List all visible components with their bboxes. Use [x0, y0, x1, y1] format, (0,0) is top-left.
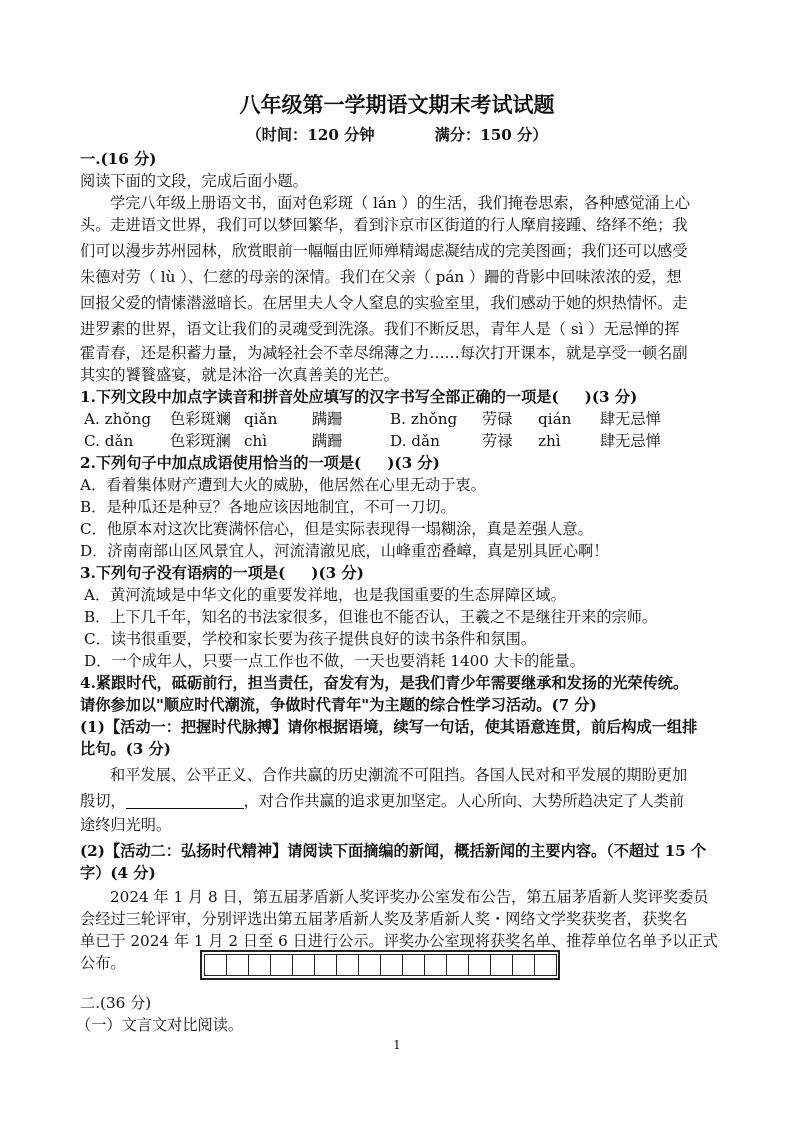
answer-cell[interactable]: [402, 954, 425, 976]
page-number: 1: [393, 1038, 401, 1052]
question-2-option-a: A．看着集体财产遭到大火的威胁，他居然在心里无动于衷。: [80, 476, 486, 494]
exam-subtitle: [0, 124, 794, 146]
option-d-word1: 劳禄: [482, 432, 513, 450]
activity-1-heading: (1)【活动一：把握时代脉搏】请你根据语境，续写一句话，使其语意连贯，前后构成一组排: [80, 718, 698, 736]
passage-line: 朱德对劳（ lù ）、仁慈的母亲的深情。我们在父亲（ pán ）跚的背影中回味浓浓的爱，想: [80, 268, 682, 286]
option-d-pinyin1: D. dǎn: [390, 432, 440, 450]
option-b-pinyin2: qián: [538, 410, 572, 428]
answer-cell[interactable]: [248, 954, 271, 976]
option-b-pinyin1: B. zhǒng: [390, 410, 458, 428]
question-3-option-a: A．黄河流域是中华文化的重要发祥地，也是我国重要的生态屏障区域。: [84, 586, 566, 604]
answer-cell[interactable]: [292, 954, 315, 976]
question-2-stem: 2.下列句子中加点成语使用恰当的一项是( )(3 分): [80, 454, 440, 472]
exam-title: 八年级第一学期语文期末考试试题: [239, 92, 555, 117]
section2-heading: 二.(36 分): [80, 994, 152, 1012]
question-3-option-d: D．一个成年人，只要一点工作也不做，一天也要消耗 1400 大卡的能量。: [84, 652, 585, 670]
option-d-word2: 肆无忌惮: [600, 432, 661, 450]
answer-cell[interactable]: [226, 954, 249, 976]
option-b-word1: 劳碌: [482, 410, 513, 428]
question-3-stem: 3.下列句子没有语病的一项是( )(3 分): [80, 564, 364, 582]
question-2-option-c: C．他原本对这次比赛满怀信心，但是实际表现得一塌糊涂，真是差强人意。: [80, 520, 593, 538]
activity-1-text: 和平发展、公平正义、合作共赢的历史潮流不可阻挡。各国人民对和平发展的期盼更加: [110, 766, 688, 784]
answer-cell[interactable]: [270, 954, 293, 976]
option-d-pinyin2: zhì: [538, 432, 561, 450]
answer-cell[interactable]: [336, 954, 359, 976]
option-c-word1: 色彩斑澜: [170, 432, 231, 450]
question-1-stem: 1.下列文段中加点字读音和拼音处应填写的汉字书写全部正确的一项是( )(3 分): [80, 388, 638, 406]
activity-1-text: 途终归光明。: [80, 816, 172, 834]
question-1-options-cd: [84, 430, 724, 452]
answer-grid[interactable]: [200, 950, 560, 980]
option-b-word2: 肆无忌惮: [600, 410, 661, 428]
section1-heading: 一.(16 分): [80, 150, 157, 168]
passage-line: 头。走进语文世界，我们可以梦回繁华，看到汴京市区街道的行人摩肩接踵、络绎不绝；我: [80, 216, 688, 234]
option-c-pinyin2: chì: [244, 432, 268, 450]
activity-1-heading: 比句。(3 分): [80, 740, 171, 758]
news-line: 公布。: [80, 954, 126, 972]
answer-cell[interactable]: [446, 954, 469, 976]
passage-line: 进罗素的世界，语文让我们的灵魂受到洗涤。我们不断反思，青年人是（ sì ）无忌惮的挥: [80, 320, 680, 338]
passage-line: 回报父爱的情愫潜滋暗长。在居里夫人令人窒息的实验室里，我们感动于她的炽热情怀。走: [80, 294, 688, 312]
passage-line: 其实的饕餮盛宴，就是沐浴一次真善美的光芒。: [80, 366, 399, 384]
full-score: 满分：150 分）: [434, 126, 548, 144]
activity-2-heading: (2)【活动二：弘扬时代精神】请阅读下面摘编的新闻，概括新闻的主要内容。（不超过 15 个: [80, 842, 707, 860]
question-1-options-ab: [84, 408, 724, 430]
news-line: 2024 年 1 月 8 日，第五届茅盾新人奖评奖办公室发布公告，第五届茅盾新人奖评奖委员: [110, 888, 709, 906]
activity-2-heading: 字）(4 分): [80, 864, 156, 882]
question-3-option-c: C．读书很重要，学校和家长要为孩子提供良好的读书条件和氛围。: [84, 630, 537, 648]
question-4-intro: 请你参加以"顺应时代潮流，争做时代青年"为主题的综合性学习活动。(7 分): [80, 696, 597, 714]
answer-blank[interactable]: [126, 792, 244, 809]
question-4-intro: 4.紧跟时代，砥砺前行，担当责任，奋发有为，是我们青少年需要继承和发扬的光荣传统。: [80, 674, 689, 692]
question-3-option-b: B．上下几千年，知名的书法家很多，但谁也不能否认，王羲之不是继往开来的宗师。: [84, 608, 658, 626]
section1-instruction: 阅读下面的文段，完成后面小题。: [80, 172, 308, 190]
question-2-option-b: B．是种瓜还是种豆？各地应该因地制宜，不可一刀切。: [80, 498, 456, 516]
answer-cell[interactable]: [380, 954, 403, 976]
news-line: 会经过三轮评审，分别评选出第五届茅盾新人奖及茅盾新人奖・网络文学奖获奖者，获奖名: [80, 910, 688, 928]
option-a-word1: 色彩斑斓: [170, 410, 231, 428]
time-limit: （时间：120 分钟: [246, 126, 375, 144]
answer-cell[interactable]: [534, 954, 557, 976]
option-a-word2: 蹒跚: [312, 410, 343, 428]
answer-cell[interactable]: [358, 954, 381, 976]
option-c-word2: 蹒跚: [312, 432, 343, 450]
answer-cell[interactable]: [314, 954, 337, 976]
passage-line: 学完八年级上册语文书，面对色彩斑（ lán ）的生活，我们掩卷思索，各种感觉涌上心: [110, 194, 691, 212]
option-a-pinyin1: A. zhǒng: [84, 410, 152, 428]
activity-1-text: 殷切， ，对合作共赢的追求更加坚定。人心所向、大势所趋决定了人类前: [80, 792, 684, 810]
option-c-pinyin1: C. dǎn: [84, 432, 134, 450]
news-line: 单已于 2024 年 1 月 2 日至 6 日进行公示。评奖办公室现将获奖名单、推荐单位名单予以正式: [80, 932, 718, 950]
answer-cell[interactable]: [490, 954, 513, 976]
answer-cell[interactable]: [204, 954, 227, 976]
passage-line: 们可以漫步苏州园林，欣赏眼前一幅幅由匠师殚精竭虑凝结成的完美图画；我们还可以感受: [80, 242, 688, 260]
answer-cell[interactable]: [512, 954, 535, 976]
answer-cell[interactable]: [468, 954, 491, 976]
section2-subheading: （一）文言文对比阅读。: [76, 1016, 244, 1034]
answer-cell[interactable]: [424, 954, 447, 976]
question-2-option-d: D．济南南部山区风景宜人，河流清澈见底，山峰重峦叠嶂，真是别具匠心啊！: [80, 542, 609, 560]
passage-line: 霍青春，还是积蓄力量，为减轻社会不幸尽绵薄之力……每次打开课本，就是享受一顿名副: [80, 344, 688, 362]
option-a-pinyin2: qiǎn: [244, 410, 278, 428]
